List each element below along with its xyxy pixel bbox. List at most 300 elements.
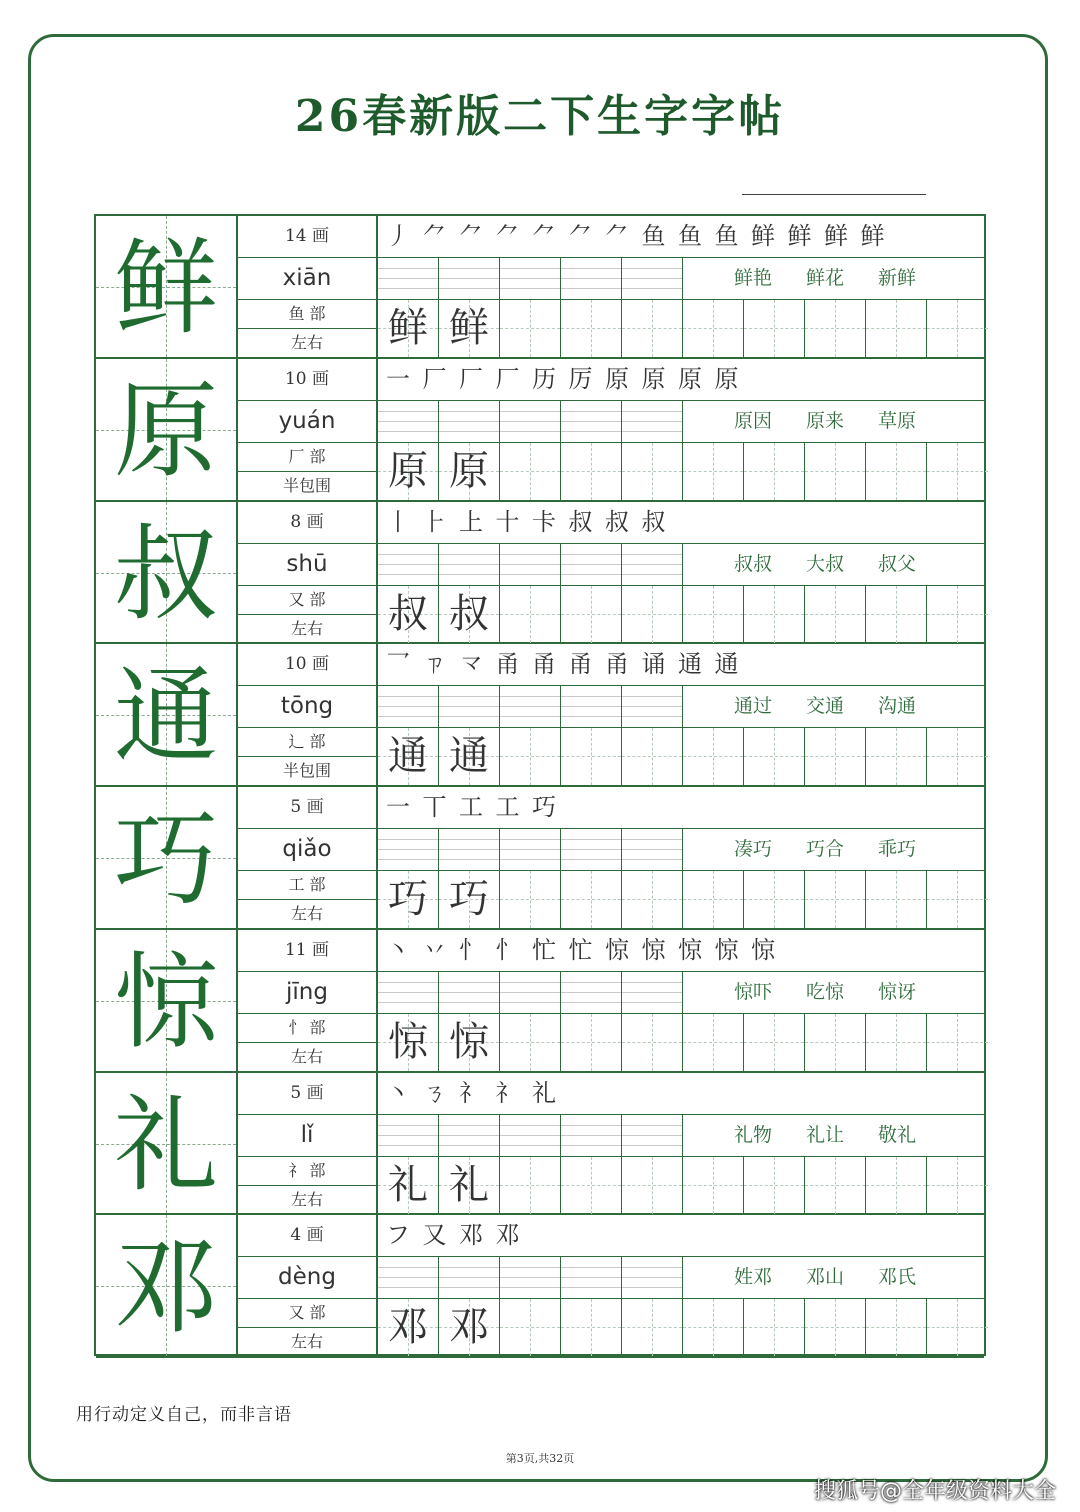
- pinyin-guide-line: [622, 1125, 682, 1126]
- pinyin-guide-line: [561, 696, 621, 697]
- writing-grid-cell[interactable]: [561, 1157, 622, 1214]
- stroke-step: 上: [459, 507, 483, 536]
- stroke-order-line: [378, 644, 984, 686]
- grid-guide-horizontal: [866, 614, 926, 615]
- stroke-step: 原: [714, 364, 739, 393]
- stroke-step: ⺊: [422, 507, 447, 536]
- writing-grid-cell[interactable]: [744, 871, 805, 928]
- writing-grid-cell[interactable]: [683, 300, 744, 357]
- pinyin-writing-cell[interactable]: [561, 544, 622, 585]
- writing-grid-cell[interactable]: [805, 728, 866, 785]
- pinyin-guide-line: [378, 431, 438, 432]
- writing-grid-cell[interactable]: [378, 728, 439, 785]
- pinyin-writing-cell[interactable]: [378, 258, 439, 299]
- pinyin-writing-cell[interactable]: [378, 401, 439, 442]
- writing-grid-cell[interactable]: [805, 300, 866, 357]
- page-title: 26春新版二下生字字帖: [294, 91, 786, 142]
- writing-grid-cell[interactable]: [683, 443, 744, 500]
- writing-grid-cell[interactable]: [866, 586, 927, 643]
- trace-character: 通: [388, 733, 428, 780]
- pinyin-writing-cell[interactable]: [439, 1115, 500, 1156]
- writing-grid-cell[interactable]: [866, 1157, 927, 1214]
- grid-guide-horizontal: [927, 614, 988, 615]
- writing-grid-cell[interactable]: [622, 728, 683, 785]
- grid-guide-horizontal: [561, 614, 621, 615]
- word-example: 姓邓: [734, 1266, 773, 1289]
- pinyin-guide-line: [500, 564, 560, 565]
- pinyin-guide-line: [378, 839, 438, 840]
- pinyin-writing-cell[interactable]: [500, 401, 561, 442]
- writing-grid-cell[interactable]: [927, 871, 988, 928]
- pinyin-guide-line: [500, 278, 560, 279]
- pinyin-guide-line: [378, 1287, 438, 1288]
- writing-grid-cell[interactable]: [378, 1299, 439, 1356]
- trace-character: 鲜: [388, 305, 428, 351]
- stroke-step: 惊: [605, 935, 629, 964]
- stroke-step: ⺈: [459, 222, 483, 250]
- writing-grid-cell[interactable]: [866, 300, 927, 357]
- writing-grid-cell[interactable]: [378, 586, 439, 643]
- grid-guide-horizontal: [683, 756, 743, 757]
- writing-grid-cell[interactable]: [927, 443, 988, 500]
- stroke-step: 巧: [532, 793, 556, 821]
- pinyin-writing-cell[interactable]: [622, 686, 683, 727]
- grid-guide-horizontal: [866, 1042, 926, 1043]
- grid-guide-horizontal: [622, 1042, 682, 1043]
- practice-area: [378, 1215, 984, 1358]
- writing-grid-cell[interactable]: [866, 443, 927, 500]
- pinyin-writing-cell[interactable]: [378, 1257, 439, 1298]
- stroke-step: 忄: [495, 935, 520, 964]
- pinyin-guide-line: [378, 268, 438, 269]
- practice-area: [378, 359, 984, 502]
- pinyin-guide-line: [500, 839, 560, 840]
- writing-grid-cell[interactable]: [378, 443, 439, 500]
- writing-grid-cell[interactable]: [378, 1157, 439, 1214]
- writing-grid-cell[interactable]: [744, 728, 805, 785]
- pinyin-writing-cell[interactable]: [561, 1257, 622, 1298]
- writing-grid-cell[interactable]: [439, 443, 500, 500]
- grid-guide-horizontal: [500, 1042, 560, 1043]
- writing-grid-cell[interactable]: [866, 1014, 927, 1071]
- pinyin-guide-line: [439, 1267, 499, 1268]
- model-character: 邓: [113, 1226, 218, 1349]
- pinyin-guide-line: [561, 1002, 621, 1003]
- pinyin-writing-cell[interactable]: [561, 258, 622, 299]
- pinyin-guide-line: [378, 1135, 438, 1136]
- character-row: [96, 1073, 984, 1216]
- writing-grid-cell[interactable]: [561, 300, 622, 357]
- grid-guide-horizontal: [500, 614, 560, 615]
- pinyin-guide-line: [500, 716, 560, 717]
- practice-area: [378, 644, 984, 787]
- pinyin-writing-cell[interactable]: [500, 1115, 561, 1156]
- pinyin-guide-line: [561, 849, 621, 850]
- pinyin-guide-line: [439, 411, 499, 412]
- stroke-step: 工: [495, 793, 520, 821]
- pinyin-guide-line: [500, 992, 560, 993]
- writing-grid-cell[interactable]: [805, 1014, 866, 1071]
- pinyin-writing-cell[interactable]: [500, 544, 561, 585]
- pinyin-guide-line: [561, 982, 621, 983]
- pinyin-guide-line: [439, 564, 499, 565]
- pinyin-writing-cell[interactable]: [378, 972, 439, 1013]
- stroke-step: 原: [678, 364, 702, 393]
- writing-grid-cell[interactable]: [683, 1299, 744, 1356]
- word-example: 惊讶: [878, 980, 917, 1003]
- writing-grid-cell[interactable]: [378, 871, 439, 928]
- pinyin-guide-line: [561, 278, 621, 279]
- pinyin-writing-cell[interactable]: [500, 686, 561, 727]
- grid-guide-horizontal: [866, 899, 926, 900]
- grid-guide-horizontal: [866, 756, 926, 757]
- stroke-count: 8 画: [238, 502, 376, 544]
- writing-grid-cell[interactable]: [500, 443, 561, 500]
- writing-grid-cell[interactable]: [805, 1157, 866, 1214]
- stroke-step: 丿: [386, 222, 410, 250]
- writing-grid-row: [378, 871, 984, 928]
- character-info: [238, 1073, 378, 1216]
- writing-grid-cell[interactable]: [622, 586, 683, 643]
- writing-grid-cell[interactable]: [500, 1157, 561, 1214]
- pinyin-guide-line: [378, 982, 438, 983]
- pinyin-guide-line: [378, 411, 438, 412]
- stroke-step: 惊: [751, 935, 775, 964]
- pinyin-guide-line: [500, 268, 560, 269]
- practice-area: [378, 502, 984, 645]
- trace-character: 原: [388, 447, 428, 494]
- character-row: [96, 930, 984, 1073]
- pinyin-guide-line: [500, 554, 560, 555]
- writing-grid-cell[interactable]: [744, 1014, 805, 1071]
- pinyin-guide-line: [561, 411, 621, 412]
- pinyin-guide-line: [561, 431, 621, 432]
- pinyin-writing-cell[interactable]: [622, 1257, 683, 1298]
- pinyin-writing-cell[interactable]: [500, 1257, 561, 1298]
- writing-grid-cell[interactable]: [561, 443, 622, 500]
- character-row: [96, 1215, 984, 1358]
- pinyin-guide-line: [439, 1125, 499, 1126]
- writing-grid-cell[interactable]: [927, 1157, 988, 1214]
- stroke-step: 甬: [568, 650, 593, 679]
- writing-grid-cell[interactable]: [561, 586, 622, 643]
- stroke-step: ⺈: [605, 222, 629, 250]
- writing-grid-cell[interactable]: [439, 300, 500, 357]
- pinyin-guide-line: [622, 696, 682, 697]
- stroke-step: ㄗ: [422, 650, 447, 679]
- writing-grid-cell[interactable]: [378, 300, 439, 357]
- word-example: 草原: [878, 409, 917, 432]
- grid-guide-horizontal: [500, 1327, 560, 1328]
- grid-guide-horizontal: [683, 328, 743, 329]
- pinyin-guide-line: [622, 1002, 682, 1003]
- name-underline: [742, 194, 926, 195]
- pinyin-writing-cell[interactable]: [439, 1257, 500, 1298]
- structure: 左右: [290, 1189, 323, 1209]
- pinyin-writing-cell[interactable]: [561, 1115, 622, 1156]
- pinyin-writing-cell[interactable]: [561, 686, 622, 727]
- writing-grid-cell[interactable]: [683, 1157, 744, 1214]
- pinyin-writing-cell[interactable]: [439, 401, 500, 442]
- pinyin-guide-line: [439, 288, 499, 289]
- writing-grid-cell[interactable]: [622, 300, 683, 357]
- trace-character: 邓: [449, 1304, 489, 1351]
- pinyin-guide-line: [561, 706, 621, 707]
- pinyin-guide-line: [561, 992, 621, 993]
- pinyin-guide-line: [378, 1277, 438, 1278]
- stroke-step: フ: [386, 1221, 410, 1250]
- writing-grid-cell[interactable]: [683, 1014, 744, 1071]
- pinyin-guide-line: [378, 278, 438, 279]
- writing-grid-cell[interactable]: [561, 1014, 622, 1071]
- trace-character: 巧: [388, 876, 428, 922]
- pinyin-guide-line: [378, 288, 438, 289]
- pinyin-guide-line: [500, 1002, 560, 1003]
- stroke-step: 丶: [386, 935, 410, 964]
- pinyin-guide-line: [439, 982, 499, 983]
- writing-grid-cell[interactable]: [927, 1299, 988, 1356]
- stroke-step: 叔: [641, 507, 666, 536]
- writing-grid-cell[interactable]: [866, 728, 927, 785]
- trace-character: 通: [449, 733, 489, 780]
- model-character-cell: [96, 1215, 238, 1358]
- model-character: 惊: [113, 940, 218, 1063]
- grid-guide-horizontal: [744, 1327, 804, 1328]
- pinyin-writing-cell[interactable]: [561, 401, 622, 442]
- pinyin-guide-line: [500, 1125, 560, 1126]
- pinyin-writing-cell[interactable]: [622, 258, 683, 299]
- word-example: 乖巧: [878, 838, 917, 860]
- grid-guide-horizontal: [622, 1185, 682, 1186]
- writing-grid-cell[interactable]: [927, 300, 988, 357]
- writing-grid-cell[interactable]: [378, 1014, 439, 1071]
- pinyin: jīng: [238, 972, 376, 1014]
- grid-guide-horizontal: [805, 328, 865, 329]
- writing-grid-cell[interactable]: [744, 1157, 805, 1214]
- pinyin-guide-line: [378, 849, 438, 850]
- pinyin-guide-line: [500, 431, 560, 432]
- pinyin-writing-cell[interactable]: [622, 829, 683, 870]
- pinyin-guide-line: [378, 696, 438, 697]
- pinyin-guide-line: [439, 706, 499, 707]
- writing-grid-cell[interactable]: [500, 1014, 561, 1071]
- pinyin-guide-line: [622, 849, 682, 850]
- grid-guide-horizontal: [683, 471, 743, 472]
- writing-grid-cell[interactable]: [744, 443, 805, 500]
- structure: 左右: [290, 904, 323, 923]
- writing-grid-cell[interactable]: [683, 728, 744, 785]
- pinyin-writing-cell[interactable]: [439, 972, 500, 1013]
- footer-quote: 用行动定义自己，而非言语: [76, 1405, 292, 1425]
- grid-guide-horizontal: [561, 328, 621, 329]
- stroke-step: 工: [459, 793, 483, 821]
- word-example: 凑巧: [734, 838, 773, 860]
- writing-grid-cell[interactable]: [866, 871, 927, 928]
- writing-grid-cell[interactable]: [866, 1299, 927, 1356]
- grid-guide-horizontal: [622, 328, 682, 329]
- trace-character: 邓: [388, 1304, 428, 1351]
- word-example: 吃惊: [806, 980, 845, 1003]
- writing-grid-cell[interactable]: [683, 586, 744, 643]
- grid-guide-horizontal: [927, 756, 988, 757]
- pinyin-writing-cell[interactable]: [439, 686, 500, 727]
- practice-sheet: [94, 214, 986, 1356]
- word-examples: [684, 829, 984, 870]
- writing-grid-cell[interactable]: [500, 300, 561, 357]
- stroke-count: 4 画: [238, 1215, 376, 1257]
- writing-grid-cell[interactable]: [561, 728, 622, 785]
- stroke-step: 龴: [459, 650, 483, 679]
- writing-grid-cell[interactable]: [561, 1299, 622, 1356]
- model-character-cell: [96, 502, 238, 645]
- writing-grid-cell[interactable]: [439, 1014, 500, 1071]
- pinyin-writing-cell[interactable]: [378, 686, 439, 727]
- writing-grid-cell[interactable]: [500, 586, 561, 643]
- structure: 半包围: [282, 475, 331, 495]
- pinyin-writing-cell[interactable]: [439, 258, 500, 299]
- grid-guide-horizontal: [622, 1327, 682, 1328]
- writing-grid-cell[interactable]: [500, 728, 561, 785]
- pinyin-guide-line: [561, 564, 621, 565]
- pinyin-writing-cell[interactable]: [378, 1115, 439, 1156]
- writing-grid-cell[interactable]: [439, 728, 500, 785]
- stroke-step: 礼: [532, 1078, 556, 1107]
- grid-guide-horizontal: [744, 899, 804, 900]
- writing-grid-row: [378, 728, 984, 785]
- stroke-step: 厉: [568, 364, 593, 393]
- stroke-step: 鱼: [678, 222, 702, 250]
- writing-grid-cell[interactable]: [744, 1299, 805, 1356]
- stroke-step: 诵: [641, 650, 666, 679]
- pinyin-writing-cell[interactable]: [622, 544, 683, 585]
- writing-grid-cell[interactable]: [622, 1299, 683, 1356]
- pinyin-writing-cell[interactable]: [500, 258, 561, 299]
- writing-grid-cell[interactable]: [439, 1299, 500, 1356]
- pinyin-guide-line: [622, 431, 682, 432]
- grid-guide-horizontal: [744, 1042, 804, 1043]
- word-example: 巧合: [806, 838, 845, 860]
- writing-grid-cell[interactable]: [805, 586, 866, 643]
- word-examples: [684, 258, 984, 299]
- pinyin-writing-cell[interactable]: [561, 829, 622, 870]
- model-character: 巧: [113, 798, 218, 920]
- pinyin-guide-line: [378, 706, 438, 707]
- radical: 又 部: [238, 1299, 376, 1328]
- writing-grid-cell[interactable]: [805, 871, 866, 928]
- grid-guide-horizontal: [500, 1185, 560, 1186]
- writing-grid-cell[interactable]: [500, 1299, 561, 1356]
- pinyin-guide-line: [561, 1145, 621, 1146]
- pinyin-guide-line: [378, 1002, 438, 1003]
- pinyin-writing-cell[interactable]: [439, 544, 500, 585]
- trace-character: 叔: [449, 590, 489, 637]
- word-examples: [684, 972, 984, 1013]
- word-example: 惊吓: [734, 980, 773, 1003]
- pinyin-guide-line: [378, 1267, 438, 1268]
- pinyin-guide-line: [622, 706, 682, 707]
- pinyin-guide-line: [561, 268, 621, 269]
- writing-grid-row: [378, 443, 984, 500]
- pinyin-guide-line: [561, 716, 621, 717]
- writing-grid-cell[interactable]: [927, 728, 988, 785]
- character-info: [238, 1215, 378, 1358]
- writing-grid-cell[interactable]: [622, 871, 683, 928]
- pinyin-writing-cell[interactable]: [561, 972, 622, 1013]
- radical: 忄 部: [238, 1014, 376, 1043]
- grid-guide-horizontal: [805, 899, 865, 900]
- writing-grid-cell[interactable]: [622, 1157, 683, 1214]
- pinyin-guide-line: [439, 1287, 499, 1288]
- pinyin-writing-cell[interactable]: [439, 829, 500, 870]
- pinyin-guide-line: [622, 859, 682, 860]
- writing-grid-cell[interactable]: [805, 443, 866, 500]
- stroke-step: ⺈: [495, 222, 520, 250]
- pinyin: qiǎo: [238, 829, 376, 871]
- writing-grid-cell[interactable]: [744, 300, 805, 357]
- stroke-step: 忙: [532, 935, 556, 964]
- pinyin-guide-line: [622, 268, 682, 269]
- character-row: [96, 644, 984, 787]
- writing-grid-cell[interactable]: [683, 871, 744, 928]
- grid-guide-horizontal: [683, 614, 743, 615]
- pinyin-guide-line: [561, 421, 621, 422]
- pinyin-writing-cell[interactable]: [622, 1115, 683, 1156]
- writing-grid-cell[interactable]: [439, 1157, 500, 1214]
- character-row: [96, 502, 984, 645]
- pinyin-guide-line: [561, 839, 621, 840]
- grid-guide-horizontal: [744, 471, 804, 472]
- writing-grid-cell[interactable]: [439, 586, 500, 643]
- pinyin-writing-cell[interactable]: [622, 972, 683, 1013]
- pinyin-writing-cell[interactable]: [378, 829, 439, 870]
- grid-guide-horizontal: [622, 899, 682, 900]
- grid-guide-horizontal: [927, 1185, 988, 1186]
- stroke-step: 甬: [605, 650, 629, 679]
- writing-grid-row: [378, 300, 984, 357]
- pinyin-guide-line: [561, 1287, 621, 1288]
- writing-grid-cell[interactable]: [805, 1299, 866, 1356]
- pinyin-writing-cell[interactable]: [378, 544, 439, 585]
- pinyin-writing-cell[interactable]: [622, 401, 683, 442]
- stroke-step: 忄: [459, 935, 483, 964]
- writing-grid-cell[interactable]: [927, 586, 988, 643]
- stroke-step: 通: [678, 650, 702, 679]
- stroke-step: 甬: [495, 650, 520, 679]
- pinyin-guide-line: [622, 1267, 682, 1268]
- word-example: 鲜花: [806, 267, 845, 289]
- stroke-step: 鲜: [751, 222, 775, 250]
- pinyin: yuán: [238, 401, 376, 443]
- pinyin-guide-line: [378, 574, 438, 575]
- pinyin: dèng: [238, 1257, 376, 1299]
- word-example: 叔父: [878, 552, 917, 575]
- writing-grid-cell[interactable]: [927, 1014, 988, 1071]
- model-character-cell: [96, 930, 238, 1073]
- writing-grid-cell[interactable]: [500, 871, 561, 928]
- stroke-order-line: [378, 502, 984, 544]
- grid-guide-horizontal: [805, 1185, 865, 1186]
- writing-grid-cell[interactable]: [622, 1014, 683, 1071]
- stroke-step: 十: [495, 507, 520, 536]
- pinyin-writing-cell[interactable]: [500, 829, 561, 870]
- pinyin-guide-line: [500, 1287, 560, 1288]
- writing-grid-cell[interactable]: [561, 871, 622, 928]
- pinyin-writing-cell[interactable]: [500, 972, 561, 1013]
- writing-grid-cell[interactable]: [744, 586, 805, 643]
- writing-grid-cell[interactable]: [622, 443, 683, 500]
- watermark: 搜狐号@全年级资料大全: [813, 1479, 1056, 1504]
- writing-grid-cell[interactable]: [439, 871, 500, 928]
